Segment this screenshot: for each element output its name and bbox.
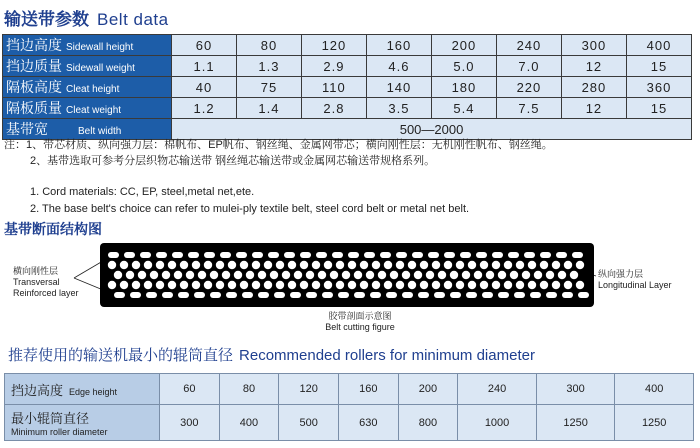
transversal-dash [146,292,157,298]
roller-cell: 500 [279,405,339,441]
cord-circle [276,261,284,269]
cord-circle [420,261,428,269]
transversal-dash [460,252,471,258]
roller-row [5,405,694,441]
belt-cross-section-graphic [100,243,594,307]
cord-circle [462,271,470,279]
cord-circle [468,261,476,269]
cord-circle [240,261,248,269]
cord-circle [498,271,506,279]
spec-row-label-en: Sidewall height [66,42,134,53]
cord-circle [456,281,464,289]
transversal-dash [524,252,535,258]
cord-circle [384,281,392,289]
cord-circle [552,281,560,289]
transversal-dash [178,292,189,298]
spec-cell: 2.9 [301,56,366,77]
cord-circle [162,271,170,279]
cord-circle [336,261,344,269]
cord-circle [108,261,116,269]
cord-circle [324,281,332,289]
transversal-dash [226,292,237,298]
transversal-label-cn: 横向刚性层 [13,266,59,276]
transversal-dash [338,292,349,298]
transversal-dash [332,252,343,258]
cord-circle [534,271,542,279]
roller-cell: 60 [160,374,220,405]
cord-circle [228,281,236,289]
transversal-dash [578,292,589,298]
cord-circle [540,281,548,289]
spec-cell: 300 [561,35,626,56]
caption-cn: 胶带剖面示意图 [328,311,392,321]
transversal-dash [140,252,151,258]
transversal-dash [188,252,199,258]
transversal-dash [258,292,269,298]
cord-circle [558,271,566,279]
transversal-dash [508,252,519,258]
cord-circle [156,281,164,289]
cord-circle [528,261,536,269]
spec-row-label-en: Sidewall weight [66,63,135,74]
cord-circle [360,281,368,289]
note-cn-2: 2、基带选取可参考分层织物芯输送带 钢丝绳芯输送带或金属网芯输送带规格系列。 [30,155,436,167]
cord-circle [450,271,458,279]
cord-circle [288,281,296,289]
roller-row-header [5,405,160,441]
cord-circle [564,281,572,289]
roller-cell: 1000 [458,405,537,441]
cord-circle [168,261,176,269]
transversal-dash [364,252,375,258]
roller-cell: 1250 [615,405,694,441]
transversal-dash [354,292,365,298]
spec-cell: 360 [626,77,691,98]
transversal-dash [290,292,301,298]
cord-circle [372,261,380,269]
cord-circle [306,271,314,279]
cord-circle [150,271,158,279]
spec-cell: 400 [626,35,691,56]
cord-circle [312,281,320,289]
longitudinal-label-en: Longitudinal Layer [598,280,672,290]
cord-circle [372,281,380,289]
cord-circle [120,281,128,289]
cord-circle [216,261,224,269]
transversal-dash [428,252,439,258]
cord-circle [444,261,452,269]
spec-cell: 160 [366,35,431,56]
cord-circle [396,261,404,269]
roller-cell: 400 [219,405,279,441]
cord-circle [228,261,236,269]
spec-cell: 2.8 [301,98,366,119]
cord-circle [192,261,200,269]
cord-circle [438,271,446,279]
transversal-dash [242,292,253,298]
cord-circle [564,261,572,269]
transversal-dash [450,292,461,298]
roller-diameter-table [4,373,694,441]
cord-circle [204,261,212,269]
section-cross-section-title: 基带断面结构图 [4,221,102,237]
cord-circle [384,261,392,269]
cord-circle [198,271,206,279]
transversal-dash [412,252,423,258]
transversal-dash [386,292,397,298]
spec-cell: 60 [172,35,237,56]
transversal-dash [348,252,359,258]
cord-circle [174,271,182,279]
roller-row-label-en: Edge height [69,386,118,397]
transversal-dash [300,252,311,258]
transversal-dash [316,252,327,258]
roller-cell: 400 [615,374,694,405]
cord-circle [468,281,476,289]
cord-circle [402,271,410,279]
spec-cell: 7.0 [496,56,561,77]
transversal-dash [236,252,247,258]
transversal-dash [466,292,477,298]
transversal-dash [434,292,445,298]
roller-cell: 300 [536,374,615,405]
page-title-cn: 输送带参数 [4,10,89,29]
cord-circle [408,281,416,289]
caption-en: Belt cutting figure [325,322,395,332]
roller-cell: 240 [458,374,537,405]
roller-row-header [5,374,160,405]
transversal-dash [380,252,391,258]
cord-circle [432,261,440,269]
cord-circle [300,281,308,289]
transversal-dash [172,252,183,258]
belt-figure-caption [300,311,420,333]
cord-circle [300,261,308,269]
roller-row-label-cn: 最小辊筒直径 [11,411,90,426]
note-en-2: 2. The base belt's choice can refer to mulei-ply textile belt, steel cord belt or metal net belt. [30,203,470,215]
cord-circle [240,281,248,289]
transversal-dash [370,292,381,298]
rollers-title-cn: 推荐使用的输送机最小的辊筒直径 [8,347,234,364]
transversal-dash [162,292,173,298]
spec-row-label-en: Cleat weight [66,105,122,116]
cord-circle [348,261,356,269]
cord-circle [258,271,266,279]
cord-circle [180,261,188,269]
cord-circle [456,261,464,269]
spec-row-label-cn: 隔板质量 [6,100,62,116]
cord-circle [144,281,152,289]
spec-cell: 140 [366,77,431,98]
transversal-dash [108,252,119,258]
cord-circle [246,271,254,279]
cord-circle [522,271,530,279]
cord-circle [420,281,428,289]
transversal-dash [572,252,583,258]
spec-row-label-cn: 挡边高度 [6,37,62,53]
transversal-dash [540,252,551,258]
cord-circle [186,271,194,279]
cord-circle [264,281,272,289]
transversal-dash [498,292,509,298]
cord-circle [396,281,404,289]
section-rollers-title [8,344,535,365]
spec-row-label-cn: 挡边质量 [6,58,62,74]
cord-circle [252,261,260,269]
cord-circle [474,271,482,279]
spec-cell: 1.2 [172,98,237,119]
transversal-dash [284,252,295,258]
spec-cell: 7.5 [496,98,561,119]
spec-cell: 110 [301,77,366,98]
cord-circle [516,281,524,289]
spec-cell: 15 [626,56,691,77]
roller-cell: 800 [398,405,458,441]
cord-circle [132,281,140,289]
cord-circle [318,271,326,279]
spec-cell: 12 [561,56,626,77]
cord-circle [270,271,278,279]
spec-row-label-en: Cleat height [66,84,120,95]
cord-circle [480,261,488,269]
cord-circle [516,261,524,269]
belt-width-label-cn: 基带宽 [6,121,48,137]
spec-cell: 80 [237,35,302,56]
transversal-dash [402,292,413,298]
cord-circle [282,271,290,279]
roller-cell: 120 [279,374,339,405]
transversal-dash [396,252,407,258]
rollers-title-en: Recommended rollers for minimum diameter [239,347,535,364]
transversal-dash [210,292,221,298]
transversal-dash [322,292,333,298]
transversal-dash [252,252,263,258]
cord-circle [252,281,260,289]
cord-circle [432,281,440,289]
transversal-dash [220,252,231,258]
transversal-dash [482,292,493,298]
cord-circle [504,281,512,289]
cord-circle [168,281,176,289]
cord-circle [294,271,302,279]
spec-cell: 1.1 [172,56,237,77]
transversal-dash [492,252,503,258]
transversal-dash [274,292,285,298]
cord-circle [336,281,344,289]
roller-cell: 630 [338,405,398,441]
spec-cell: 120 [301,35,366,56]
cord-circle [552,261,560,269]
cord-circle [426,271,434,279]
spec-row-label-cn: 隔板高度 [6,79,62,95]
cord-circle [120,261,128,269]
page-title-en: Belt data [97,10,169,29]
cord-circle [480,281,488,289]
cord-circle [510,271,518,279]
roller-cell: 80 [219,374,279,405]
roller-cell: 200 [398,374,458,405]
transversal-dash [124,252,135,258]
cord-circle [222,271,230,279]
transversal-label-en2: Reinforced layer [13,288,79,298]
cord-circle [528,281,536,289]
transversal-dash [418,292,429,298]
cord-circle [324,261,332,269]
spec-cell: 200 [431,35,496,56]
cord-circle [114,271,122,279]
cord-circle [132,261,140,269]
spec-cell: 40 [172,77,237,98]
cord-circle [390,271,398,279]
transversal-dash [156,252,167,258]
roller-cell: 300 [160,405,220,441]
cord-circle [108,281,116,289]
longitudinal-label-cn: 纵向强力层 [598,269,644,279]
spec-cell: 220 [496,77,561,98]
belt-width-label-en: Belt width [78,126,122,137]
transversal-dash [204,252,215,258]
cord-circle [570,271,578,279]
cord-circle [546,271,554,279]
cord-circle [312,261,320,269]
cord-circle [192,281,200,289]
spec-cell: 240 [496,35,561,56]
belt-cross-section [100,243,594,307]
note-en-1: 1. Cord materials: CC, EP, steel,metal net,ete. [30,186,255,198]
cord-circle [378,271,386,279]
belt-width-value: 500—2000 [172,119,692,140]
roller-cell: 1250 [536,405,615,441]
cord-circle [408,261,416,269]
spec-cell: 4.6 [366,56,431,77]
roller-row [5,374,694,405]
cord-circle [504,261,512,269]
transversal-dash [546,292,557,298]
transversal-dash [556,252,567,258]
transversal-dash [562,292,573,298]
cord-circle [540,261,548,269]
spec-cell: 1.3 [237,56,302,77]
note-cn-1: 注：1、带芯材质、纵向强力层：棉帆布、EP帆布、钢丝绳、金属网带芯；横向刚性层：无机刚性帆布、钢丝绳。 [4,139,553,151]
roller-row-label-cn: 挡边高度 [11,382,64,398]
cord-circle [234,271,242,279]
cord-circle [156,261,164,269]
transversal-dash [476,252,487,258]
transversal-dash [444,252,455,258]
cord-circle [492,261,500,269]
spec-cell: 12 [561,98,626,119]
cord-circle [366,271,374,279]
cord-circle [180,281,188,289]
spec-cell: 280 [561,77,626,98]
cord-circle [360,261,368,269]
spec-cell: 1.4 [237,98,302,119]
cord-circle [216,281,224,289]
transversal-dash [268,252,279,258]
cord-circle [576,261,584,269]
cord-circle [288,261,296,269]
cord-circle [144,261,152,269]
cord-circle [492,281,500,289]
cord-circle [486,271,494,279]
transversal-dash [114,292,125,298]
spec-cell: 75 [237,77,302,98]
transversal-dash [194,292,205,298]
spec-cell: 180 [431,77,496,98]
transversal-dash [130,292,141,298]
transversal-dash [530,292,541,298]
transversal-dash [306,292,317,298]
cord-circle [576,281,584,289]
cord-circle [138,271,146,279]
cord-circle [348,281,356,289]
cord-circle [210,271,218,279]
roller-row-label-en: Minimum roller diameter [11,427,108,437]
cord-circle [264,261,272,269]
cord-circle [204,281,212,289]
cord-circle [342,271,350,279]
transversal-label-en1: Transversal [13,277,60,287]
cord-circle [126,271,134,279]
cord-circle [330,271,338,279]
roller-cell: 160 [338,374,398,405]
spec-cell: 5.0 [431,56,496,77]
cord-circle [414,271,422,279]
longitudinal-layer-label [598,269,672,291]
transversal-dash [514,292,525,298]
spec-cell: 5.4 [431,98,496,119]
cord-circle [276,281,284,289]
spec-cell: 3.5 [366,98,431,119]
spec-cell: 15 [626,98,691,119]
cord-circle [444,281,452,289]
cord-circle [354,271,362,279]
